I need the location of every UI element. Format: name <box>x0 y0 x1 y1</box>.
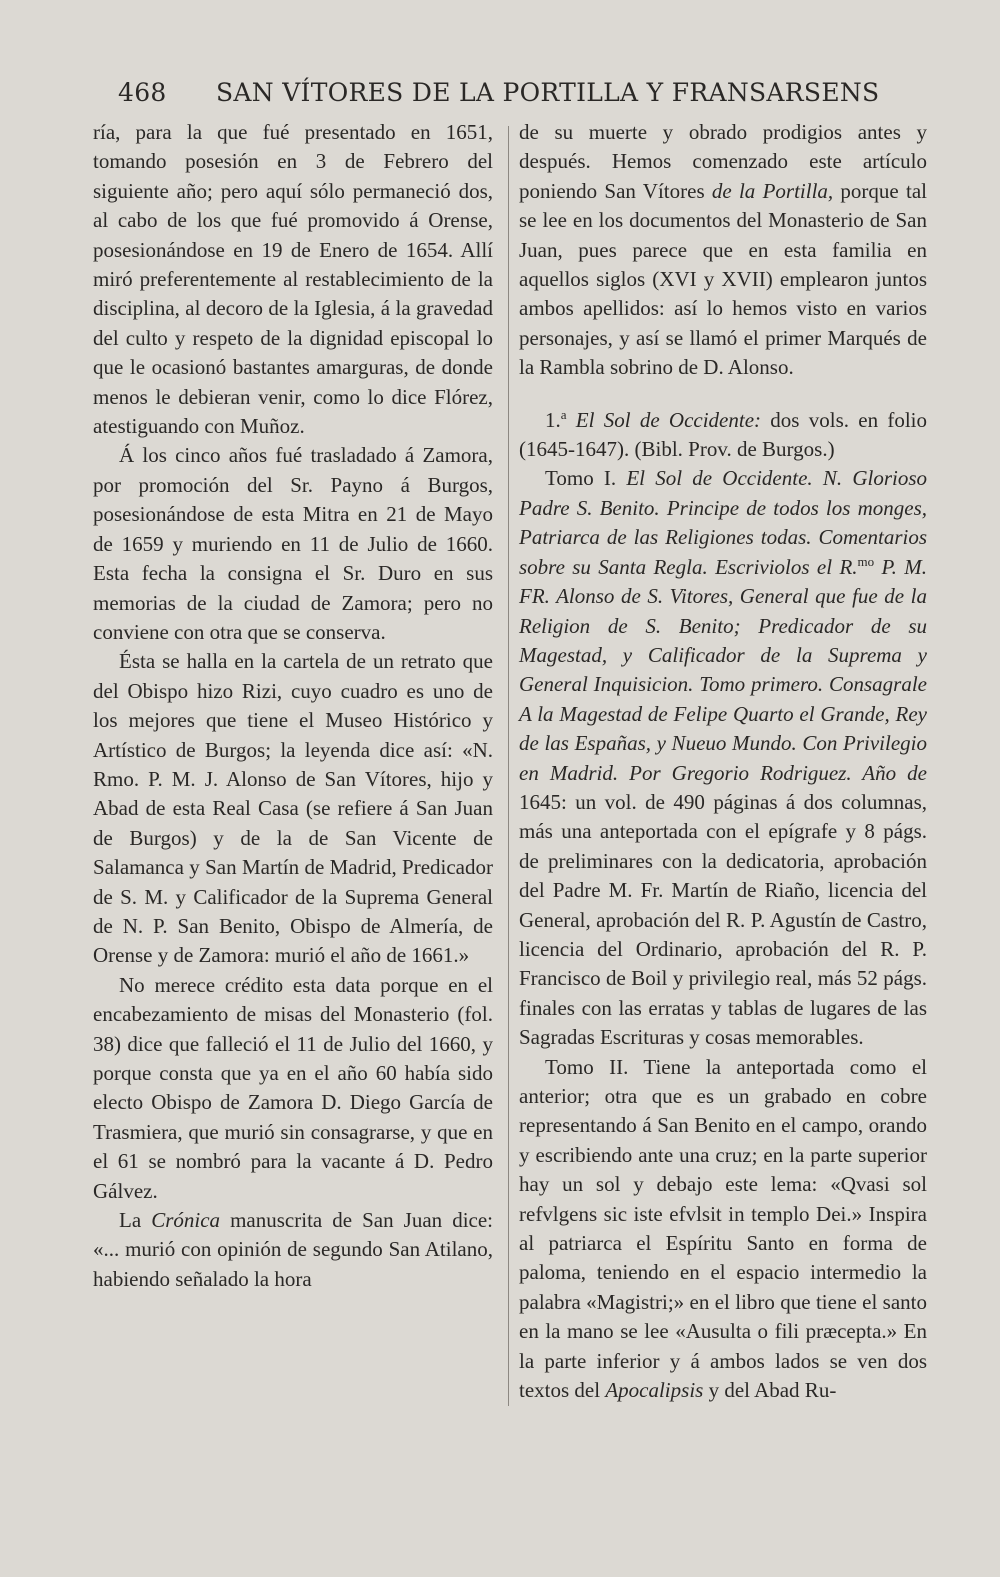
italic-title: Crónica <box>151 1208 221 1233</box>
right-column <box>519 118 927 1405</box>
text-run: Tomo I. <box>545 466 617 491</box>
text-run: de su muerte y obrado prodigios antes y después. Hemos comenzado este artículo poniendo San Vítores <box>519 120 927 203</box>
text-run: Tomo II. Tiene la anteportada como el anterior; otra que es un grabado en cobre representando á San Benito en el campo, orando y escribiendo ante una cruz; en la parte superior hay un sol y debajo este lema: «Qvasi sol refvlgens sic iste efvlsit in templo Dei.» Inspira al patriarca el Espíritu Santo en forma de paloma, teniendo en el espacio intermedio la palabra «Magistri;» en el libro que tiene el santo en la mano se lee «Ausulta o fili præcepta.» En la parte inferior y á ambos lados se ven dos textos del <box>519 1054 927 1403</box>
superscript: mo <box>857 553 875 569</box>
paragraph <box>519 1053 927 1406</box>
text-run: manuscrita de San Juan dice: «... murió con opinión de segundo San Atilano, habiendo señalado la hora <box>93 1208 494 1291</box>
text-run: La <box>119 1208 142 1233</box>
paragraph: ría, para la que fué presentado en 1651, tomando posesión en 3 de Febrero del siguiente año; pero aquí sólo permaneció dos, al cabo de los que fué promovido á Orense, posesionándose en 19 de Enero de 1654. Allí miró preferentemente al restablecimiento de la disciplina, al decoro de la Iglesia, á la gravedad del culto y respeto de la dignidad episcopal lo que le ocasionó bastantes amarguras, de donde menos le debieran venir, como lo dice Flórez, atestiguando con Muñoz. <box>93 120 493 439</box>
running-title: SAN VÍTORES DE LA PORTILLA Y FRANSARSENS <box>216 78 880 107</box>
paragraph <box>519 118 927 383</box>
page-number: 468 <box>118 78 167 107</box>
italic-title: Apocalipsis <box>605 1378 704 1403</box>
page-header <box>118 78 880 114</box>
text-run: dos vols. en folio (1645-1647). (Bibl. Prov. de Burgos.) <box>519 407 927 462</box>
text-run: y del Abad Ru- <box>708 1378 837 1403</box>
italic-text: P. M. FR. Alonso de S. Vitores, General que fue de la Religion de S. Benito; Predicador de su Magestad, y Calificador de la Suprema y General Inquisicion. Tomo primero. Consagrale A la Magestad de Felipe Quarto el Grande, Rey de las Españas, y Nueuo Mundo. Con Privilegio en Madrid. Por Gregorio Rodriguez. Año de <box>519 554 928 785</box>
paragraph <box>93 1206 493 1294</box>
paragraph: Á los cinco años fué trasladado á Zamora, por promoción del Sr. Payno á Burgos, posesionándose de esta Mitra en 21 de Mayo de 1659 y muriendo en 11 de Julio de 1660. Esta fecha la consigna el Sr. Duro en sus memorias de la ciudad de Zamora; pero no conviene con otra que se conserva. <box>93 443 493 644</box>
text-run: porque tal se lee en los documentos del Monasterio de San Juan, pues parece que en esta familia en aquellos siglos (XVI y XVII) emplearon juntos ambos apellidos: así lo hemos visto en varios personajes, y así se llamó el primer Marqués de la Rambla sobrino de D. Alonso. <box>519 178 927 380</box>
paragraph: No merece crédito esta data porque en el encabezamiento de misas del Monasterio (fol. 38) dice que falleció el 11 de Julio del 1660, y porque consta que ya en el año 60 había sido electo Obispo de Zamora D. Diego García de Trasmiera, que murió sin consagrarse, y que en el 61 se nombró para la vacante á D. Pedro Gálvez. <box>93 972 493 1203</box>
paragraph: Ésta se halla en la cartela de un retrato que del Obispo hizo Rizi, cuyo cuadro es uno de los mejores que tiene el Museo Histórico y Artístico de Burgos; la leyenda dice así: «N. Rmo. P. M. J. Alonso de San Vítores, hijo y Abad de esta Real Casa (se refiere á San Juan de Burgos) y de la de San Vicente de Salamanca y San Martín de Madrid, Predicador de S. M. y Calificador de la Suprema General de N. P. San Benito, Obispo de Almería, de Orense y de Zamora: murió el año de 1661.» <box>93 649 493 968</box>
italic-text: de la Portilla, <box>711 178 834 203</box>
left-column <box>93 118 493 1294</box>
italic-text: El Sol de Occidente. N. Glorioso Padre S. Benito. Principe de todos los monges, Patriarca de las Religiones todas. Comentarios sobre su Santa Regla. Escriviolos el R. <box>519 466 927 579</box>
superscript: a <box>560 406 567 422</box>
italic-title: El Sol de Occidente: <box>575 407 762 432</box>
bibliography-entry <box>519 406 927 465</box>
entry-number: 1. <box>545 407 561 432</box>
column-divider <box>508 126 509 1406</box>
text-run: 1645: un vol. de 490 páginas á dos columnas, más una anteportada con el epígrafe y 8 págs. de preliminares con la dedicatoria, aprobación del Padre M. Fr. Martín de Riaño, licencia del General, aprobación del R. P. Agustín de Castro, licencia del Ordinario, aprobación del R. P. Francisco de Boil y privilegio real, más 52 págs. finales con las erratas y tablas de lugares de las Sagradas Escrituras y cosas memorables. <box>519 789 927 1050</box>
paragraph <box>519 464 927 1052</box>
